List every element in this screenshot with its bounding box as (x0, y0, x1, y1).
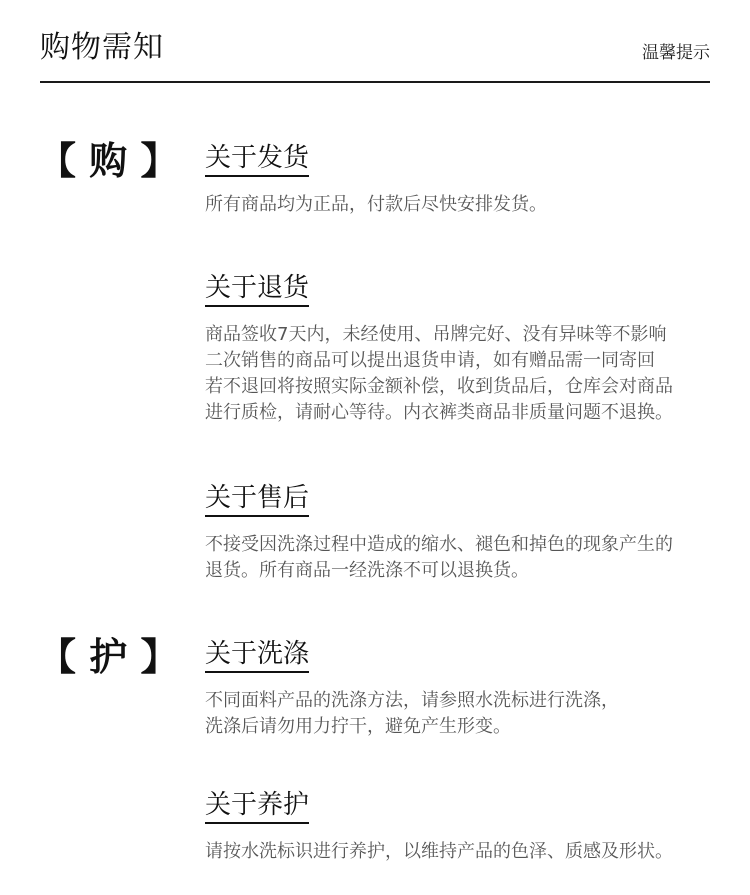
section-title: 关于售后 (205, 482, 309, 517)
section-title: 关于发货 (205, 142, 309, 177)
section-body: 所有商品均为正品，付款后尽快安排发货。 (205, 194, 547, 215)
header (40, 0, 710, 83)
group-label-care: 【 护 】 (38, 635, 179, 679)
section-title: 关于退货 (205, 272, 309, 307)
section-body: 请按水洗标识进行养护，以维持产品的色泽、质感及形状。 (205, 841, 673, 862)
group-label-purchase: 【 购 】 (38, 139, 179, 183)
section-shipping (205, 142, 715, 218)
page-title: 购物需知 (40, 30, 164, 65)
section-body: 商品签收7天内，未经使用、吊牌完好、没有异味等不影响 二次销售的商品可以提出退货申请，如有赠品需一同寄回 若不退回将按照实际金额补偿，收到货品后，仓库会对商品 进行质检，请耐心等待。内衣裤类商品非质量问题不退换。 (205, 324, 673, 423)
section-after-sales (205, 482, 715, 584)
section-washing (205, 638, 715, 740)
tips-label: 温馨提示 (642, 43, 710, 63)
section-returns (205, 272, 715, 426)
section-body: 不同面料产品的洗涤方法，请参照水洗标进行洗涤， 洗涤后请勿用力拧干，避免产生形变。 (205, 690, 619, 737)
section-title: 关于洗涤 (205, 638, 309, 673)
section-title: 关于养护 (205, 789, 309, 824)
section-maintenance (205, 789, 715, 865)
section-body: 不接受因洗涤过程中造成的缩水、褪色和掉色的现象产生的 退货。所有商品一经洗涤不可以退换货。 (205, 534, 673, 581)
